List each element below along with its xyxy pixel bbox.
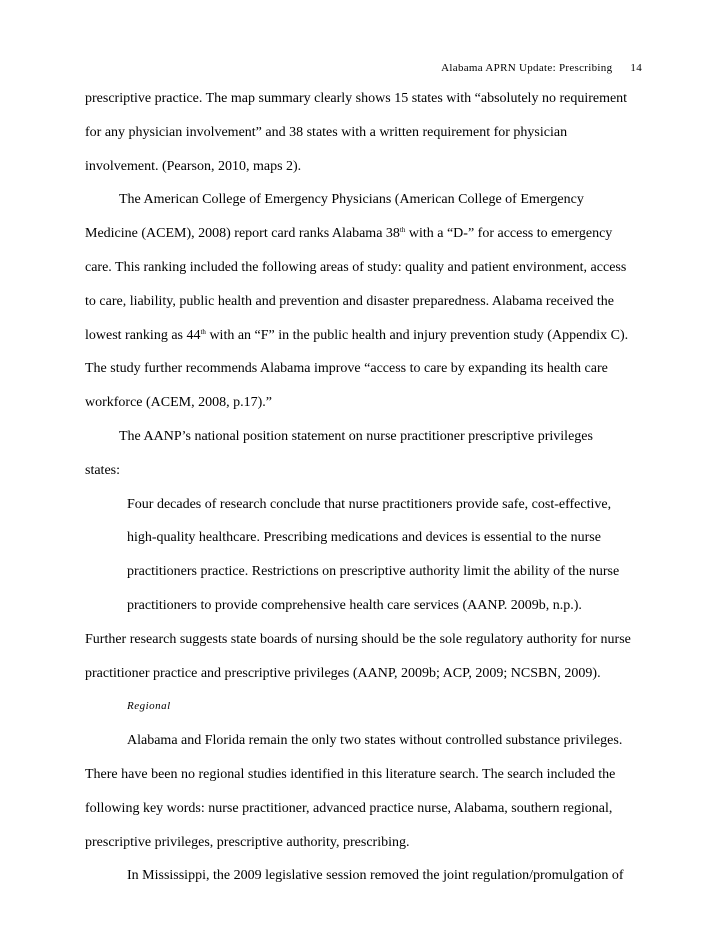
section-heading: Regional <box>127 700 171 713</box>
text-line: There have been no regional studies identified in this literature search. The search included the <box>85 766 616 782</box>
page-number: 14 <box>630 62 642 74</box>
text-line: Alabama and Florida remain the only two states without controlled substance privileges. <box>127 733 623 749</box>
text-line: Further research suggests state boards of nursing should be the sole regulatory authority for nurse <box>85 631 631 647</box>
text-span: lowest ranking as 44 <box>85 327 201 343</box>
block-quote-line: Four decades of research conclude that nurse practitioners provide safe, cost-effective, <box>127 496 612 512</box>
text-line <box>85 225 645 259</box>
text-line: prescriptive privileges, prescriptive authority, prescribing. <box>85 834 410 850</box>
block-quote-line: practitioners practice. Restrictions on prescriptive authority limit the ability of the nurse <box>127 564 620 580</box>
text-line <box>85 327 645 361</box>
superscript: th <box>200 327 206 336</box>
text-span: with an “F” in the public health and injury prevention study (Appendix C). <box>205 327 629 343</box>
text-span: Medicine (ACEM), 2008) report card ranks Alabama 38 <box>85 226 400 242</box>
text-line: practitioner practice and prescriptive privileges (AANP, 2009b; ACP, 2009; NCSBN, 2009). <box>85 665 601 681</box>
text-line: The AANP’s national position statement on nurse practitioner prescriptive privileges <box>119 428 593 444</box>
text-line: The American College of Emergency Physicians (American College of Emergency <box>119 192 584 208</box>
text-line: workforce (ACEM, 2008, p.17).” <box>85 395 273 411</box>
superscript: th <box>399 226 406 235</box>
text-line: The study further recommends Alabama improve “access to care by expanding its health care <box>85 361 608 377</box>
text-line: states: <box>85 462 120 478</box>
text-line: to care, liability, public health and prevention and disaster preparedness. Alabama received the <box>85 293 614 309</box>
block-quote-line: practitioners to provide comprehensive health care services (AANP. 2009b, n.p.). <box>127 597 582 613</box>
text-line: In Mississippi, the 2009 legislative session removed the joint regulation/promulgation of <box>127 868 624 884</box>
page-header <box>441 62 642 74</box>
text-line: care. This ranking included the following areas of study: quality and patient environment, access <box>85 259 627 275</box>
text-line: following key words: nurse practitioner, advanced practice nurse, Alabama, southern regional, <box>85 800 613 816</box>
text-line: for any physician involvement” and 38 states with a written requirement for physician <box>85 124 568 140</box>
running-head: Alabama APRN Update: Prescribing <box>441 62 613 74</box>
text-line: prescriptive practice. The map summary clearly shows 15 states with “absolutely no requirement <box>85 91 628 106</box>
text-line: involvement. (Pearson, 2010, maps 2). <box>85 158 302 174</box>
document-body <box>85 90 645 901</box>
block-quote-line: high-quality healthcare. Prescribing medications and devices is essential to the nurse <box>127 530 601 546</box>
text-span: with a “D-” for access to emergency <box>405 226 613 242</box>
